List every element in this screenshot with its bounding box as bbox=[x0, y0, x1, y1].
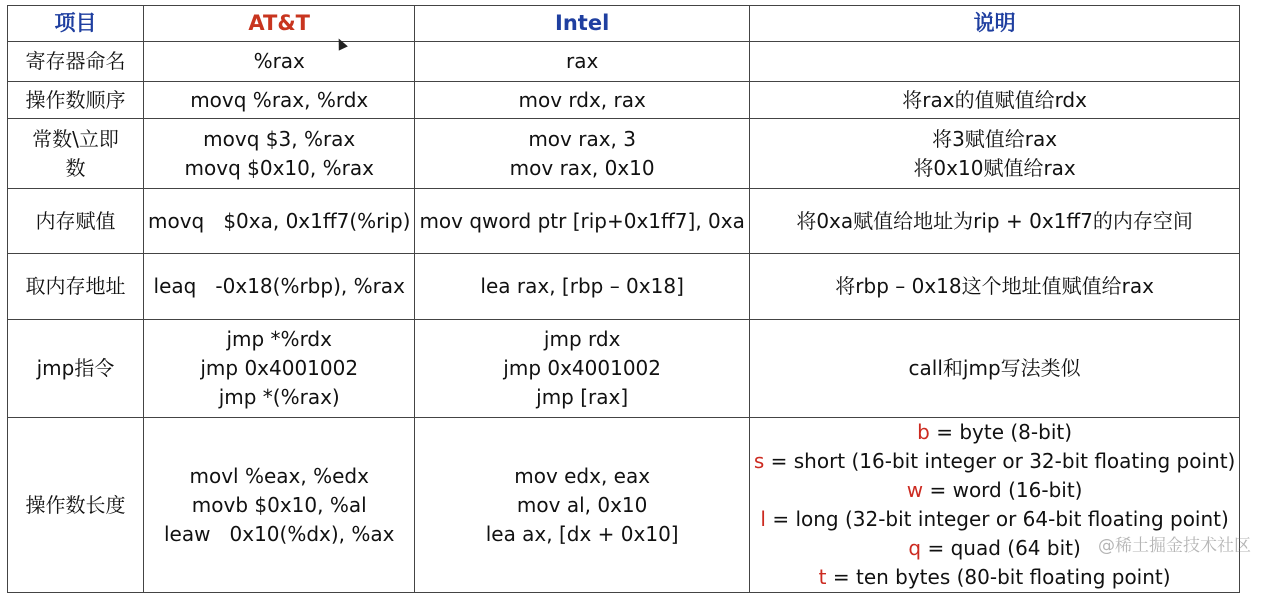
cell-line: leaq -0x18(%rbp), %rax bbox=[153, 274, 405, 298]
cell-line: 操作数顺序 bbox=[25, 87, 126, 112]
cell-line: jmp rdx bbox=[543, 327, 621, 351]
suffix-meaning: = long (32-bit integer or 64-bit floating point) bbox=[765, 507, 1229, 531]
suffix-meaning: = short (16-bit integer or 32-bit floating point) bbox=[764, 449, 1236, 473]
intel-cell bbox=[415, 254, 749, 320]
watermark: @稀土掘金技术社区 bbox=[1098, 536, 1251, 556]
desc-cell bbox=[749, 189, 1240, 254]
table-row bbox=[8, 254, 1240, 320]
cell-line: mov qword ptr [rip+0x1ff7], 0xa bbox=[419, 208, 745, 233]
cell-line: rax bbox=[565, 49, 599, 73]
header-intel: Intel bbox=[415, 6, 749, 42]
row-label bbox=[8, 189, 144, 254]
cell-line: 将rbp – 0x18这个地址值赋值给rax bbox=[835, 274, 1154, 298]
suffix-line bbox=[754, 418, 1236, 447]
cell-line: mov al, 0x10 bbox=[516, 492, 648, 517]
intel-cell bbox=[415, 189, 749, 254]
suffix-letter: l bbox=[760, 507, 766, 531]
cell-line: 将0x10赋值给rax bbox=[913, 155, 1076, 180]
row-label bbox=[8, 82, 144, 119]
cell-line: 数 bbox=[65, 155, 86, 180]
desc-cell bbox=[749, 254, 1240, 320]
cell-line: lea ax, [dx + 0x10] bbox=[485, 521, 679, 546]
intel-cell bbox=[415, 119, 749, 189]
row-label bbox=[8, 42, 144, 82]
cell-line: 将rax的值赋值给rdx bbox=[902, 87, 1087, 112]
cell-line: 将3赋值给rax bbox=[932, 126, 1058, 151]
suffix-letter: b bbox=[917, 420, 930, 444]
suffix-line bbox=[754, 476, 1236, 505]
cell-line: %rax bbox=[253, 49, 305, 73]
suffix-meaning: = quad (64 bit) bbox=[921, 536, 1081, 560]
table-row bbox=[8, 418, 1240, 593]
cell-line: jmp 0x4001002 bbox=[200, 356, 359, 380]
cell-line: 取内存地址 bbox=[25, 274, 126, 298]
cell-line: jmp [rax] bbox=[536, 385, 629, 409]
cell-line: movq $3, %rax bbox=[203, 126, 356, 151]
cell-line: mov rax, 0x10 bbox=[509, 155, 655, 180]
row-label bbox=[8, 119, 144, 189]
cell-line: jmp *(%rax) bbox=[218, 385, 340, 409]
suffix-letter: w bbox=[906, 478, 924, 502]
att-cell bbox=[144, 254, 415, 320]
suffix-meaning: = byte (8-bit) bbox=[929, 420, 1073, 444]
cell-line: call和jmp写法类似 bbox=[908, 356, 1081, 380]
cell-line: movb $0x10, %al bbox=[191, 492, 367, 517]
suffix-letter: s bbox=[753, 449, 765, 473]
att-cell bbox=[144, 119, 415, 189]
table-row bbox=[8, 42, 1240, 82]
suffix-letter: t bbox=[818, 565, 827, 589]
att-cell bbox=[144, 42, 415, 82]
att-cell bbox=[144, 320, 415, 418]
row-label bbox=[8, 320, 144, 418]
suffix-meaning: = ten bytes (80-bit floating point) bbox=[826, 565, 1171, 589]
cell-line: movq $0x10, %rax bbox=[184, 155, 374, 180]
desc-cell bbox=[749, 119, 1240, 189]
row-label bbox=[8, 418, 144, 593]
cell-line: movq %rax, %rdx bbox=[190, 87, 369, 112]
cell-line: mov edx, eax bbox=[514, 463, 651, 488]
suffix-line bbox=[754, 447, 1236, 476]
cell-line: 寄存器命名 bbox=[25, 49, 126, 73]
table-row bbox=[8, 119, 1240, 189]
header-row bbox=[8, 6, 1240, 42]
cell-line: jmp *%rdx bbox=[226, 327, 332, 351]
desc-cell bbox=[749, 82, 1240, 119]
table-row bbox=[8, 82, 1240, 119]
cell-line: mov rdx, rax bbox=[518, 87, 646, 112]
suffix-line bbox=[754, 563, 1236, 592]
intel-cell bbox=[415, 320, 749, 418]
intel-cell bbox=[415, 82, 749, 119]
desc-cell bbox=[749, 42, 1240, 82]
cell-line: 常数\立即 bbox=[32, 126, 119, 151]
suffix-meaning: = word (16-bit) bbox=[923, 478, 1083, 502]
cell-line: leaw 0x10(%dx), %ax bbox=[163, 521, 395, 546]
header-label: 项目 bbox=[8, 6, 144, 42]
cell-line: 操作数长度 bbox=[25, 492, 126, 517]
table-row bbox=[8, 320, 1240, 418]
row-label bbox=[8, 254, 144, 320]
cell-line: lea rax, [rbp – 0x18] bbox=[480, 274, 684, 298]
header-att: AT&T bbox=[144, 6, 415, 42]
cell-line: movq $0xa, 0x1ff7(%rip) bbox=[148, 208, 411, 233]
cell-line: 将0xa赋值给地址为rip + 0x1ff7的内存空间 bbox=[796, 208, 1193, 233]
intel-cell bbox=[415, 42, 749, 82]
cell-line: 内存赋值 bbox=[35, 208, 116, 233]
cell-line: mov rax, 3 bbox=[528, 126, 636, 151]
header-desc: 说明 bbox=[749, 6, 1240, 42]
att-cell bbox=[144, 82, 415, 119]
table-row bbox=[8, 189, 1240, 254]
suffix-line bbox=[754, 505, 1236, 534]
att-cell bbox=[144, 189, 415, 254]
cell-line: jmp指令 bbox=[36, 356, 115, 380]
intel-cell bbox=[415, 418, 749, 593]
cell-line: jmp 0x4001002 bbox=[503, 356, 662, 380]
comparison-table bbox=[7, 5, 1240, 593]
desc-cell bbox=[749, 320, 1240, 418]
size-suffix-legend bbox=[749, 418, 1240, 593]
suffix-letter: q bbox=[908, 536, 922, 560]
att-cell bbox=[144, 418, 415, 593]
cell-line: movl %eax, %edx bbox=[189, 463, 369, 488]
